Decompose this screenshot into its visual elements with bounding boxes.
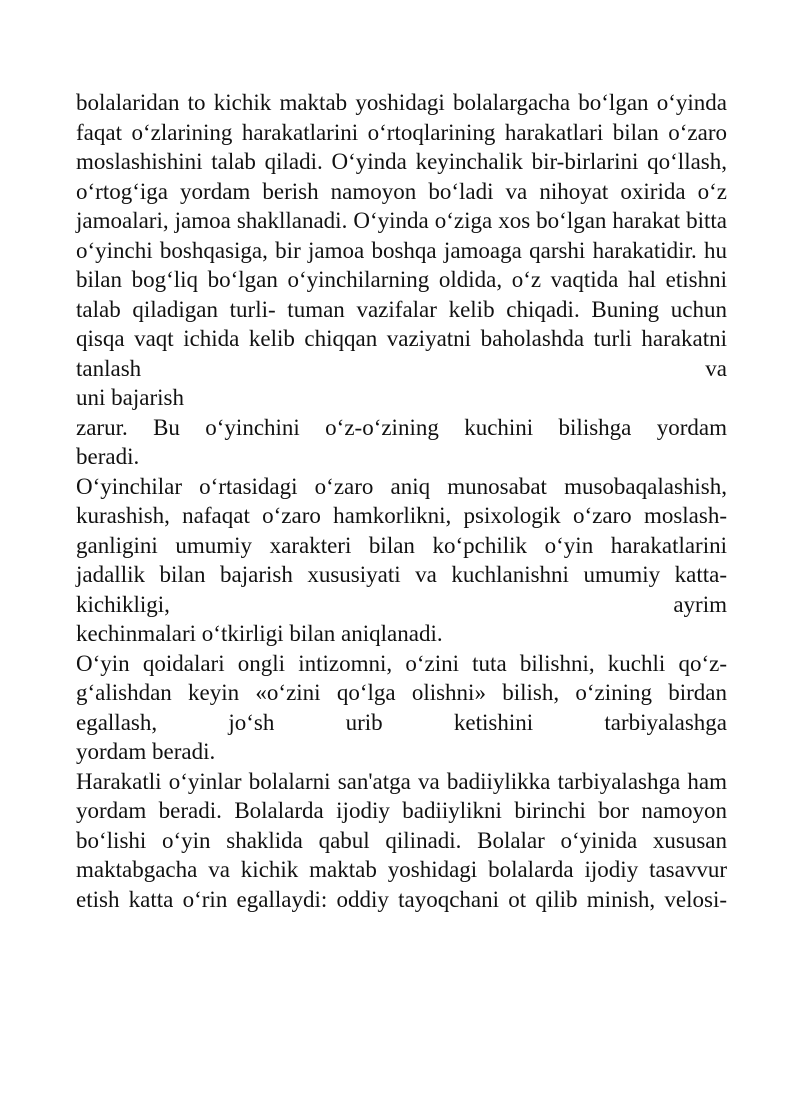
document-page: [76, 88, 727, 914]
paragraph-2-last-line: beradi.: [76, 444, 140, 469]
paragraph-4-last-line: yordam beradi.: [76, 739, 216, 764]
paragraph-1-last-line: uni bajarish: [76, 385, 184, 410]
paragraph-2: zarur. Bu o‘yinchini o‘z-o‘zining kuchini bilishga yordam: [76, 414, 727, 440]
paragraph-1: bolalaridan to kichik maktab yoshidagi bolalargacha bo‘lgan o‘yinda faqat o‘zlarining harakatlarini o‘rtoqlarining harakatlari bilan o‘zaro moslashishini talab qiladi. O‘yinda keyinchalik bir-birlarini qo‘llash, o‘rtog‘iga yordam berish namoyon bo‘ladi va nihoyat oxirida o‘z jamoalari, jamoa shakllanadi. O‘yinda o‘ziga xos bo‘lgan harakat bitta o‘yinchi boshqasiga, bir jamoa boshqa jamoaga qarshi harakatidir. hu bilan bog‘liq bo‘lgan o‘yinchilarning oldida, o‘z vaqtida hal etishni talab qiladigan turli- tuman vazifalar kelib chiqadi. Buning uchun qisqa vaqt ichida kelib chiqqan vaziyatni baholashda turli harakatni tanlash va: [76, 90, 727, 381]
paragraph-3: O‘yinchilar o‘rtasidagi o‘zaro aniq munosabat musobaqalashish, kurashish, nafaqat o‘zaro hamkorlikni, psixologik o‘zaro moslash- ganligini umumiy xarakteri bilan ko‘pchilik o‘yin harakatlarini jadallik bilan bajarish xususiyati va kuchlanishni umumiy katta-kichikligi, ayrim: [76, 473, 727, 617]
paragraph-4: O‘yin qoidalari ongli intizomni, o‘zini tuta bilishni, kuchli qo‘z- g‘alishdan keyin «o‘zini qo‘lga olishni» bilish, o‘zining birdan egallash, jo‘sh urib ketishini tarbiyalashga: [76, 650, 727, 735]
paragraph-3-last-line: kechinmalari o‘tkirligi bilan aniqlanadi.: [76, 621, 443, 646]
paragraph-5: Harakatli o‘yinlar bolalarni san'atga va badiiylikka tarbiyalashga ham yordam beradi. Bolalarda ijodiy badiiylikni birinchi bor namoyon bo‘lishi o‘yin shaklida qabul qilinadi. Bolalar o‘yinida xususan maktabgacha va kichik maktab yoshidagi bolalarda ijodiy tasavvur etish katta o‘rin egallaydi: oddiy tayoqchani ot qilib minish, velosi-: [76, 768, 727, 912]
